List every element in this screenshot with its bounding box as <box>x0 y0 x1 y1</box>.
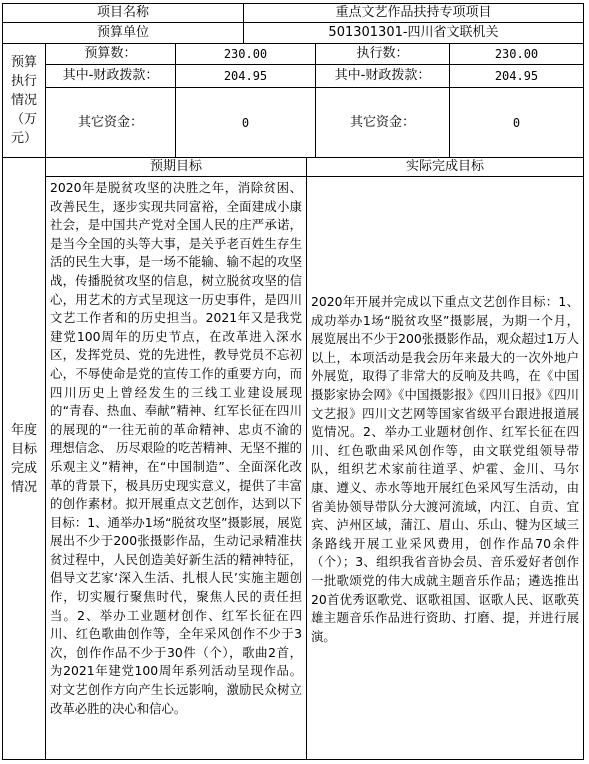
goals-section-label: 年度目标完成情况 <box>3 158 46 759</box>
other-funds-label-left: 其它资金： <box>46 88 176 158</box>
fiscal-value-left: 204.95 <box>176 65 316 88</box>
performance-table <box>2 3 584 760</box>
other-funds-value-right: 0 <box>450 88 583 158</box>
expected-goal-text: 2020年是脱贫攻坚的决胜之年，消除贫困、改善民生，逐步实现共同富裕，全面建成小康社会，是中国共产党对全国人民的庄严承诺，是当今全国的头等大事，是关乎老百姓生存生活的民生大事，是一场不能输、输不起的攻坚战，传播脱贫攻坚的信息，树立脱贫攻坚的信心，用艺术的方式呈现这一历史事件，是四川文艺工作者和的历史担当。2021年又是我党建党100周年的历史节点，在改革进入深水区，发挥党员、党的先进性，教导党员不忘初心，不辱使命是党的宣传工作的重要方向，而四川历史上曾经发生的三线工业建设展现的“青春、热血、奉献”精神、红军长征在四川的展现的“一往无前的革命精神、忠贞不渝的理想信念、 历尽艰险的吃苦精神、无坚不摧的乐观主义”精神，在“中国制造”、全面深化改革的背景下，极具历史现实意义，提供了丰富的创作素材。拟开展重点文艺创作，达到以下目标：1、通举办1场“脱贫攻坚”摄影展，展览展出不少于200张摄影作品，生动记录精准扶贫过程中，人民创造美好新生活的精神特征，倡导文艺家‘深入生活、扎根人民’实施主题创作，切实履行聚焦时代，聚焦人民的责任担当。2、举办工业题材创作、红军长征在四川、红色歌曲创作等，全年采风创作不少于3次，创作作品不少于30件（个），歌曲2首，为2021年建党100周年系列活动呈现作品。对文艺创作方向产生长远影响，激励民众树立改革必胜的决心和信心。 <box>50 180 302 716</box>
fiscal-value-right: 204.95 <box>450 65 583 88</box>
budget-amount-label: 预算数： <box>46 44 176 65</box>
actual-goal-text: 2020年开展并完成以下重点文艺创作目标：1、成功举办1场“脱贫攻坚”摄影展，为期一个月，展览展出不少于200张摄影作品，观众超过1万人以上，本项活动是我会历年来最大的一次外地户外展览，取得了非常大的反响及共鸣，在《中国摄影家协会网》《中国摄影报》《四川日报》《四川文艺报》四川文艺网等国家省级平台跟进报道展览情况。2、举办工业题材创作、红军长征在四川、红色歌曲采风创作等，由文联党组领导带队，组织艺术家前往道孚、炉霍、金川、马尔康、遵义、赤水等地开展红色采风写生活动，由省美协领导带队分大渡河流域，内江、自贡、宜宾、泸州区域，蒲江、眉山、乐山、犍为区域三条路线开展工业采风费用，创作作品70余件（个）；3、组织我省音协会员、音乐爱好者创作一批歌颂党的伟大成就主题音乐作品；遴选推出20首优秀讴歌党、讴歌祖国、讴歌人民、讴歌英雄主题音乐作品进行资助、打磨、提，并进行展演。 <box>311 294 579 644</box>
budget-amount-value: 230.00 <box>176 44 316 65</box>
other-funds-label-right: 其它资金： <box>316 88 450 158</box>
other-funds-value-left: 0 <box>176 88 316 158</box>
executed-amount-label: 执行数： <box>316 44 450 65</box>
budget-unit-value: 501301301-四川省文联机关 <box>244 23 583 44</box>
project-name-label: 项目名称 <box>3 4 244 23</box>
executed-amount-value: 230.00 <box>450 44 583 65</box>
budget-section-label: 预算执行情况（万元） <box>3 44 46 158</box>
project-name-value: 重点文艺作品扶持专项项目 <box>244 4 583 23</box>
fiscal-label-right: 其中-财政拨款： <box>316 65 450 88</box>
actual-goal-header: 实际完成目标 <box>307 158 583 177</box>
fiscal-label-left: 其中-财政拨款： <box>46 65 176 88</box>
budget-unit-label: 预算单位 <box>3 23 244 44</box>
expected-goal-header: 预期目标 <box>46 158 307 177</box>
